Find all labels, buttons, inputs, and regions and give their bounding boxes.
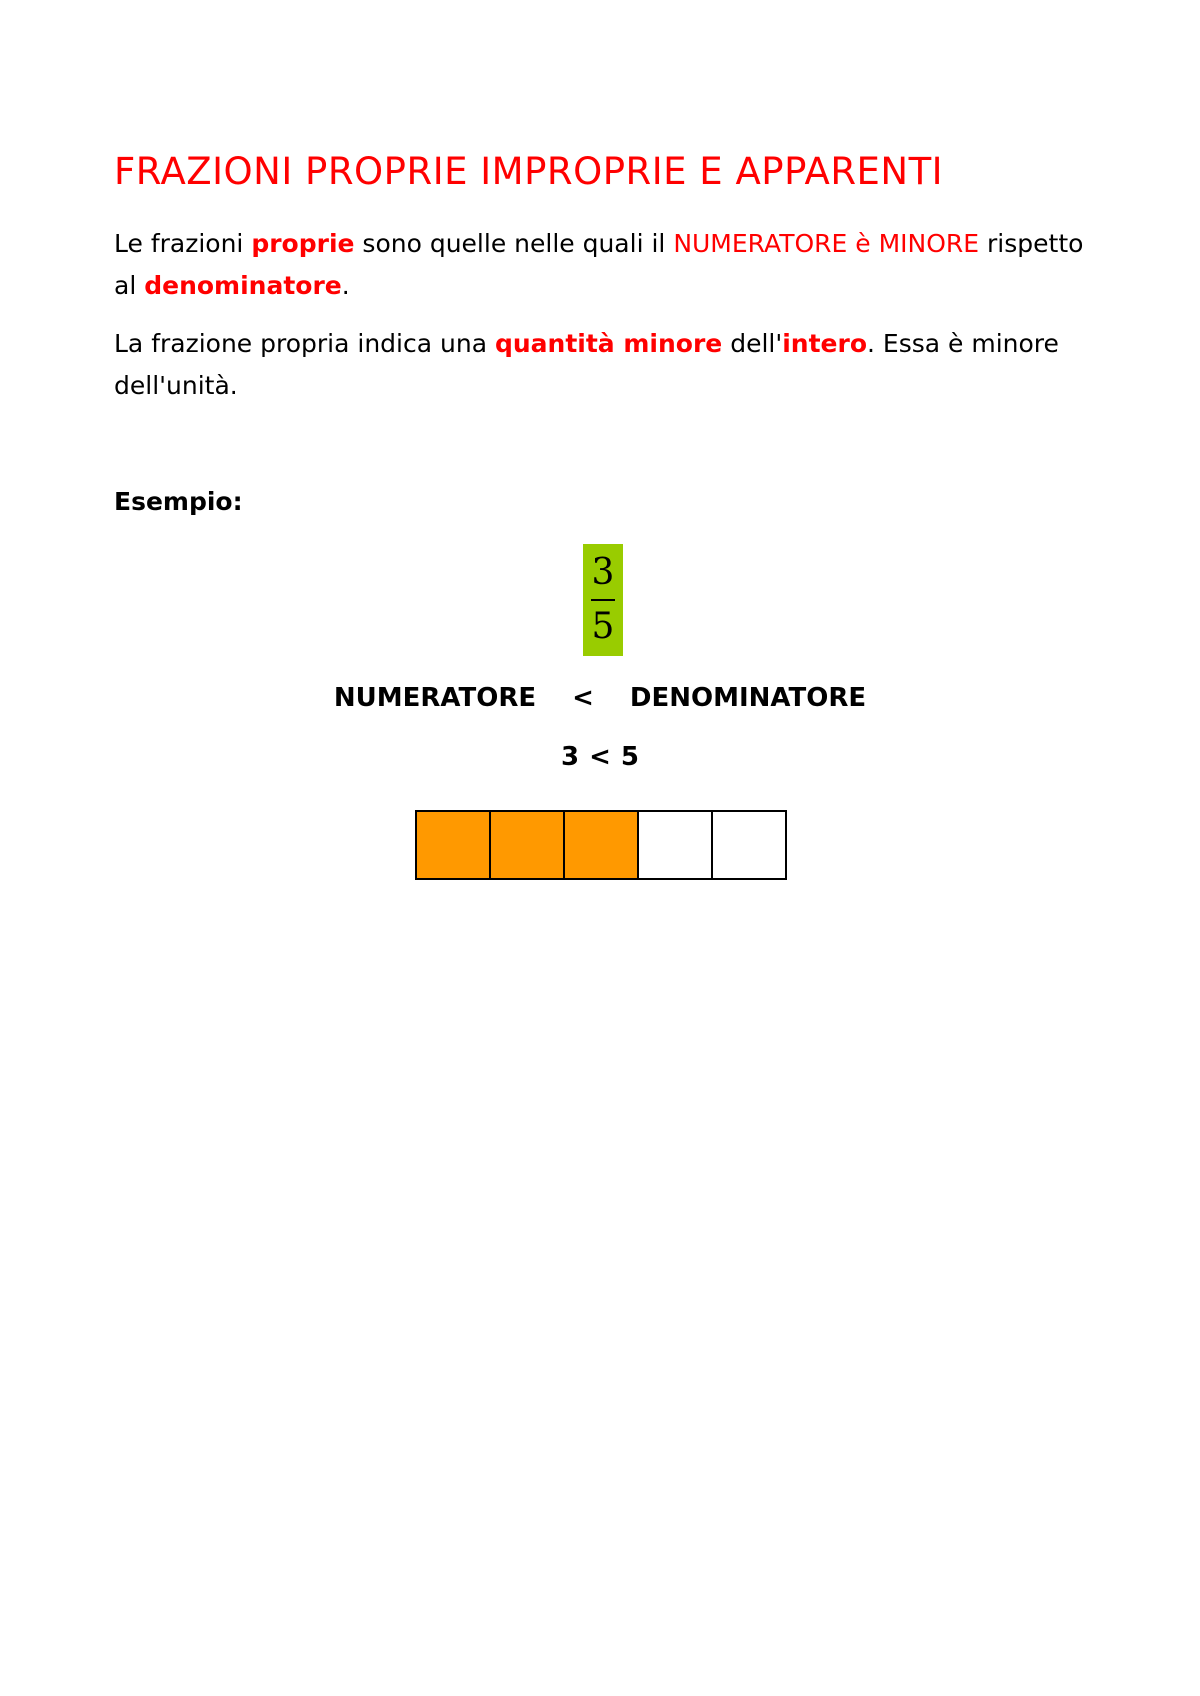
numeric-right: 5: [620, 742, 639, 772]
keyword-intero: intero: [782, 329, 868, 358]
comparison-words: [0, 683, 1200, 713]
paragraph-proper-fraction-quantity: [114, 323, 1104, 407]
paragraph2-text-3: dell': [722, 329, 783, 358]
paragraph1-text-7: .: [341, 271, 350, 300]
fraction-bar-cell-filled: [491, 812, 565, 878]
fraction-bar-cell-empty: [639, 812, 713, 878]
paragraph1-text-5: rispetto al: [114, 229, 1084, 300]
paragraph-proper-fraction-definition: [114, 223, 1104, 307]
paragraph2-text-5: . Essa è minore dell'unità.: [114, 329, 1059, 400]
page-title: FRAZIONI PROPRIE IMPROPRIE E APPARENTI: [114, 150, 944, 193]
comparison-left: NUMERATORE: [333, 683, 537, 713]
fraction-bar-cell-filled: [565, 812, 639, 878]
numeric-left: 3: [561, 742, 580, 772]
comparison-numbers: [0, 742, 1200, 772]
fraction-denominator: 5: [591, 606, 615, 647]
keyword-proprie: proprie: [251, 229, 355, 258]
numeric-sign: <: [589, 742, 611, 772]
fraction-three-fifths: [583, 544, 623, 656]
paragraph1-text-3: sono quelle nelle quali il: [354, 229, 674, 258]
comparison-sign: <: [572, 683, 594, 713]
paragraph1-text-1: Le frazioni: [114, 229, 252, 258]
paragraph2-text-1: La frazione propria indica una: [114, 329, 495, 358]
fraction-bar-cell-empty: [713, 812, 785, 878]
keyword-denominatore: denominatore: [144, 271, 342, 300]
fraction-numerator: 3: [591, 552, 615, 593]
comparison-right: DENOMINATORE: [629, 683, 867, 713]
fraction-bar-cell-filled: [417, 812, 491, 878]
fraction-bar-diagram: [415, 810, 787, 880]
keyword-quantita-minore: quantità minore: [494, 329, 723, 358]
fraction-line: [591, 599, 615, 601]
example-label: Esempio:: [114, 487, 243, 516]
keyword-numeratore-minore: NUMERATORE è MINORE: [673, 229, 980, 258]
